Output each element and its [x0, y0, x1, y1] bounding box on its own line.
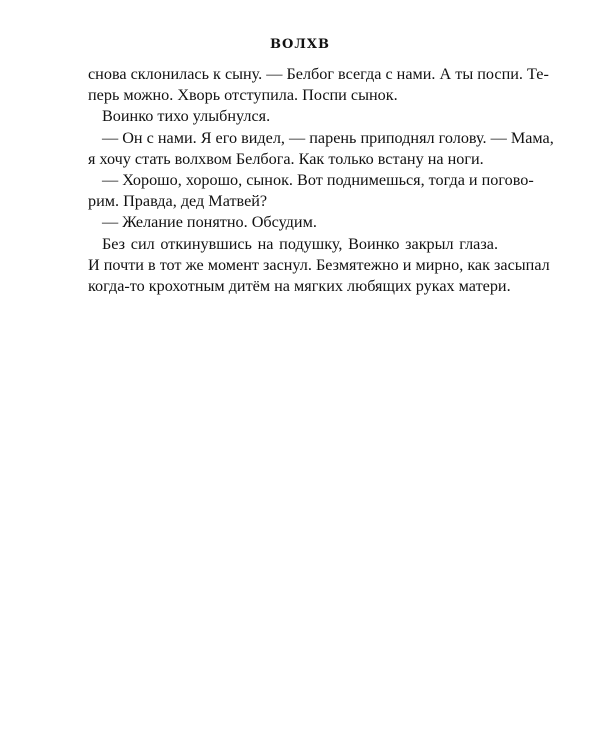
text-line: рим. Правда, дед Матвей? [88, 192, 268, 211]
text-line: перь можно. Хворь отступила. Поспи сынок. [88, 86, 398, 105]
text-line: я хочу стать волхвом Белбога. Как только встану на ноги. [88, 149, 484, 168]
text-line: — Он с нами. Я его видел, — парень приподнял голову. — Мама, [102, 128, 554, 147]
text-line: И почти в тот же момент заснул. Безмятежно и мирно, как засыпал [88, 255, 550, 274]
text-line: Без сил откинувшись на подушку, Воинко закрыл глаза. [102, 234, 498, 253]
text-line: Воинко тихо улыбнулся. [102, 107, 271, 126]
text-line: — Желание понятно. Обсудим. [102, 213, 317, 232]
text-line: снова склонилась к сыну. — Белбог всегда с нами. А ты поспи. Те- [88, 65, 549, 83]
text-line: — Хорошо, хорошо, сынок. Вот поднимешься, тогда и погово- [102, 170, 534, 189]
running-head: ВОЛХВ [270, 37, 330, 52]
body-text [88, 64, 554, 297]
text-line: когда-то крохотным дитём на мягких любящих руках матери. [88, 276, 511, 295]
